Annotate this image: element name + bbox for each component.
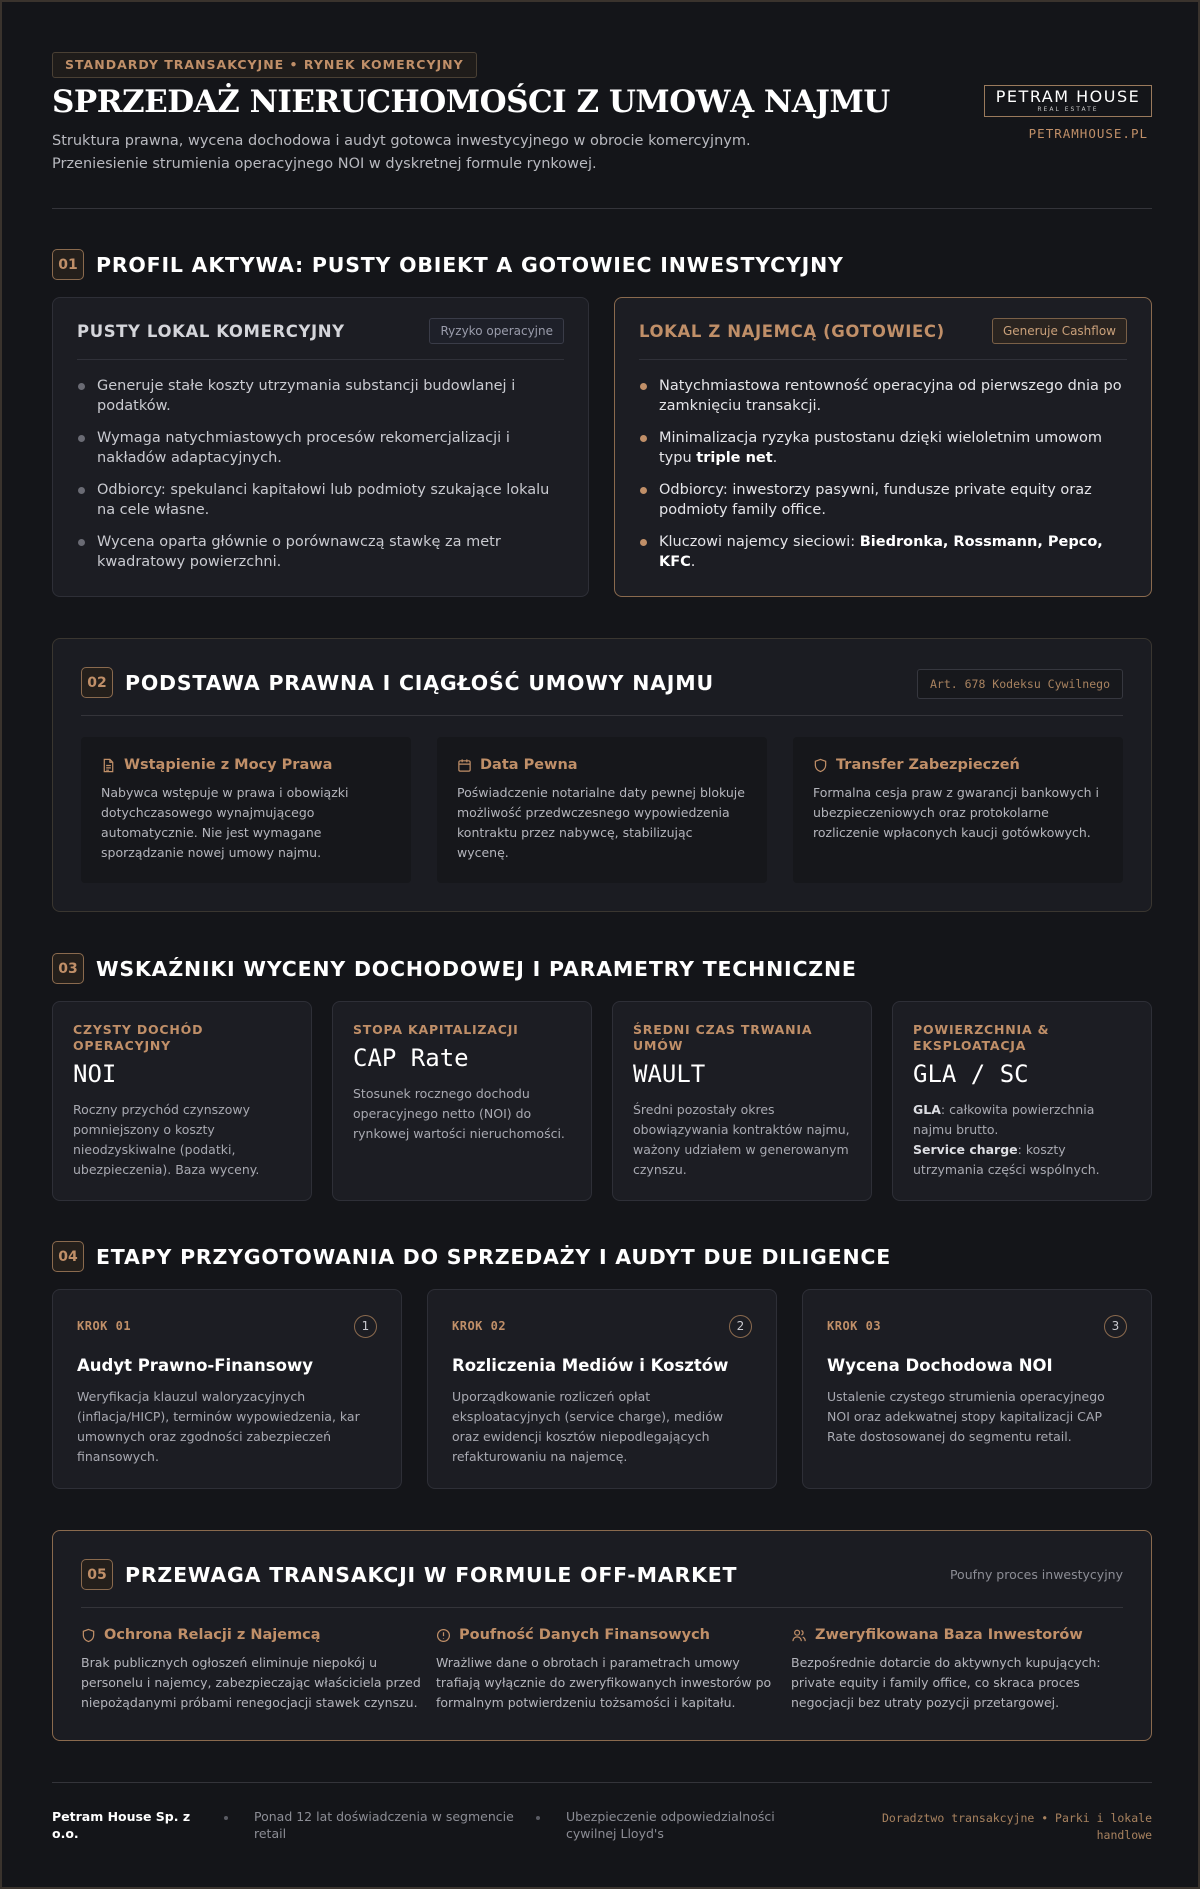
legal-card bbox=[437, 737, 767, 883]
term: Service charge bbox=[913, 1142, 1018, 1157]
advantage-title-text: Poufność Danych Finansowych bbox=[459, 1627, 711, 1643]
legal-basis-panel bbox=[52, 638, 1152, 912]
off-market-panel bbox=[52, 1530, 1152, 1741]
step-label: KROK 03 bbox=[827, 1319, 882, 1333]
step-label: KROK 02 bbox=[452, 1319, 507, 1333]
step-card bbox=[427, 1289, 777, 1489]
risk-badge: Ryzyko operacyjne bbox=[429, 318, 564, 344]
panel-divider bbox=[81, 1607, 1123, 1608]
legal-card-title bbox=[457, 757, 747, 773]
website-link[interactable]: PETRAMHOUSE.PL bbox=[1028, 126, 1148, 141]
cashflow-badge: Generuje Cashflow bbox=[992, 318, 1127, 344]
bold-text: triple net bbox=[696, 450, 773, 466]
section-number: 01 bbox=[52, 249, 84, 280]
metric-card-noi bbox=[52, 1001, 312, 1201]
footer-divider bbox=[52, 1782, 1152, 1783]
section-05-header bbox=[81, 1559, 737, 1590]
document-icon bbox=[101, 758, 116, 773]
advantage-item bbox=[81, 1627, 421, 1713]
footer bbox=[52, 1808, 1152, 1868]
step-card bbox=[802, 1289, 1152, 1489]
advantage-title-text: Ochrona Relacji z Najemcą bbox=[104, 1627, 321, 1643]
legal-card bbox=[81, 737, 411, 883]
metric-card-cap-rate bbox=[332, 1001, 592, 1201]
page-subtitle bbox=[52, 130, 812, 176]
step-number-badge: 1 bbox=[354, 1315, 377, 1338]
step-description: Weryfikacja klauzul waloryzacyjnych (inflacja/HICP), terminów wypowiedzenia, kar umownych oraz zgodności zabezpieczeń finansowych. bbox=[77, 1389, 360, 1464]
section-title: PODSTAWA PRAWNA I CIĄGŁOŚĆ UMOWY NAJMU bbox=[125, 670, 714, 695]
advantage-item bbox=[791, 1627, 1131, 1713]
card-title: LOKAL Z NAJEMCĄ (GOTOWIEC) bbox=[639, 322, 945, 341]
section-number: 02 bbox=[81, 667, 113, 698]
metric-value: GLA / SC bbox=[913, 1060, 1029, 1088]
legal-card bbox=[793, 737, 1123, 883]
legal-card-text: Nabywca wstępuje w prawa i obowiązki dotychczasowego wynajmującego automatycznie. Nie jest wymagane sporządzanie nowej umowy najmu. bbox=[101, 785, 349, 860]
step-number-badge: 3 bbox=[1104, 1315, 1127, 1338]
bullet-list bbox=[639, 376, 1127, 584]
card-title-text: Data Pewna bbox=[480, 757, 578, 773]
panel-divider bbox=[81, 715, 1123, 716]
section-01-header bbox=[52, 249, 844, 280]
text-segment: Minimalizacja ryzyka pustostanu dzięki wieloletnim umowom typu bbox=[659, 430, 1102, 466]
metric-card-wault bbox=[612, 1001, 872, 1201]
section-number: 03 bbox=[52, 953, 84, 984]
list-item: Natychmiastowa rentowność operacyjna od pierwszego dnia po zamknięciu transakcji. bbox=[639, 376, 1127, 416]
legal-card-title bbox=[813, 757, 1103, 773]
list-item: Generuje stałe koszty utrzymania substancji budowlanej i podatków. bbox=[77, 376, 564, 416]
step-description: Ustalenie czystego strumienia operacyjnego NOI oraz adekwatnej stopy kapitalizacji CAP Rate dostosowanej do segmentu retail. bbox=[827, 1389, 1105, 1444]
advantage-text: Bezpośrednie dotarcie do aktywnych kupujących: private equity i family office, co skraca proces negocjacji bez utraty pozycji przetargowej. bbox=[791, 1655, 1101, 1710]
list-item: Wycena oparta głównie o porównawczą stawkę za metr kwadratowy powierzchni. bbox=[77, 532, 564, 572]
alert-circle-icon bbox=[436, 1628, 451, 1643]
card-title: PUSTY LOKAL KOMERCYJNY bbox=[77, 322, 345, 341]
list-item: Odbiorcy: spekulanci kapitałowi lub podmioty szukające lokalu na cele własne. bbox=[77, 480, 564, 520]
advantage-title bbox=[81, 1627, 421, 1643]
logo-wordmark: PETRAM HOUSE bbox=[995, 87, 1141, 106]
list-item bbox=[639, 428, 1127, 468]
definition: : koszty utrzymania części wspólnych. bbox=[913, 1142, 1100, 1177]
step-header bbox=[827, 1314, 1127, 1338]
metric-value: NOI bbox=[73, 1060, 117, 1088]
metric-label: POWIERZCHNIA & EKSPLOATACJA bbox=[913, 1022, 1050, 1053]
section-title: ETAPY PRZYGOTOWANIA DO SPRZEDAŻY I AUDYT DUE DILIGENCE bbox=[96, 1244, 892, 1269]
insurance-note: Ubezpieczenie odpowiedzialności cywilnej Lloyd's bbox=[566, 1809, 775, 1841]
definition-line bbox=[913, 1140, 1131, 1180]
step-title: Audyt Prawno-Finansowy bbox=[77, 1356, 313, 1375]
card-header bbox=[639, 318, 1127, 360]
advantage-item bbox=[436, 1627, 776, 1713]
legal-card-title bbox=[101, 757, 391, 773]
advantage-title-text: Zweryfikowana Baza Inwestorów bbox=[815, 1627, 1083, 1643]
section-number: 05 bbox=[81, 1559, 113, 1590]
metric-label: CZYSTY DOCHÓD OPERACYJNY bbox=[73, 1022, 204, 1053]
legal-card-text: Poświadczenie notarialne daty pewnej blokuje możliwość przedwczesnego wypowiedzenia kontraktu przez nabywcę, stabilizując wycenę. bbox=[457, 785, 745, 860]
empty-unit-card bbox=[52, 297, 589, 597]
advantage-text: Brak publicznych ogłoszeń eliminuje niepokój u personelu i najemcy, zabezpieczając właściciela przed niepożądanymi próbami renegocjacji stawek czynszu. bbox=[81, 1655, 421, 1710]
section-02-header bbox=[81, 667, 714, 698]
text-segment: . bbox=[772, 450, 778, 466]
text-segment: Kluczowi najemcy sieciowi: bbox=[659, 534, 860, 550]
subtitle-line: Struktura prawna, wycena dochodowa i audyt gotowca inwestycyjnego w obrocie komercyjnym. bbox=[52, 133, 751, 149]
list-item bbox=[639, 532, 1127, 572]
metric-description bbox=[913, 1100, 1131, 1180]
services-note bbox=[882, 1810, 1152, 1844]
definition: : całkowita powierzchnia najmu brutto. bbox=[913, 1102, 1095, 1137]
services-line: handlowe bbox=[1096, 1828, 1152, 1842]
section-title: PRZEWAGA TRANSAKCJI W FORMULE OFF-MARKET bbox=[125, 1562, 738, 1587]
separator-dot bbox=[536, 1816, 540, 1820]
card-title-text: Transfer Zabezpieczeń bbox=[836, 757, 1020, 773]
metric-label: ŚREDNI CZAS TRWANIA UMÓW bbox=[633, 1022, 813, 1053]
list-item: Wymaga natychmiastowych procesów rekomercjalizacji i nakładów adaptacyjnych. bbox=[77, 428, 564, 468]
step-title: Wycena Dochodowa NOI bbox=[827, 1356, 1053, 1375]
card-header bbox=[77, 318, 564, 360]
step-header bbox=[77, 1314, 377, 1338]
advantage-title bbox=[791, 1627, 1131, 1643]
advantage-text: Wrażliwe dane o obrotach i parametrach umowy trafiają wyłącznie do zweryfikowanych inwestorów po formalnym potwierdzeniu tożsamości i kapitału. bbox=[436, 1655, 772, 1710]
card-title-text: Wstąpienie z Mocy Prawa bbox=[124, 757, 333, 773]
step-title: Rozliczenia Mediów i Kosztów bbox=[452, 1356, 729, 1375]
step-header bbox=[452, 1314, 752, 1338]
section-03-header bbox=[52, 953, 857, 984]
services-line: Doradztwo transakcyjne • Parki i lokale bbox=[881, 1811, 1152, 1825]
experience-note: Ponad 12 lat doświadczenia w segmencie retail bbox=[254, 1809, 514, 1841]
text-segment: . bbox=[690, 554, 696, 570]
legal-card-text: Formalna cesja praw z gwarancji bankowych i ubezpieczeniowych oraz protokolarne rozliczenie wpłaconych kaucji gotówkowych. bbox=[813, 785, 1099, 840]
leased-unit-card bbox=[614, 297, 1152, 597]
advantage-title bbox=[436, 1627, 776, 1643]
logo-tagline: REAL ESTATE bbox=[1037, 106, 1099, 113]
list-item: Odbiorcy: inwestorzy pasywni, fundusze private equity oraz podmioty family office. bbox=[639, 480, 1127, 520]
metric-description: Średni pozostały okres obowiązywania kontraktów najmu, ważony udziałem w generowanym czynszu. bbox=[633, 1102, 850, 1177]
step-card bbox=[52, 1289, 402, 1489]
bullet-list bbox=[77, 376, 564, 584]
metric-description: Stosunek rocznego dochodu operacyjnego netto (NOI) do rynkowej wartości nieruchomości. bbox=[353, 1086, 565, 1141]
page-title: SPRZEDAŻ NIERUCHOMOŚCI Z UMOWĄ NAJMU bbox=[52, 84, 890, 120]
metric-label: STOPA KAPITALIZACJI bbox=[353, 1022, 519, 1037]
users-icon bbox=[791, 1628, 807, 1643]
metric-description: Roczny przychód czynszowy pomniejszony o koszty nieodzyskiwalne (podatki, ubezpieczenia). Baza wyceny. bbox=[73, 1102, 260, 1177]
brand-logo[interactable] bbox=[984, 85, 1152, 117]
shield-icon bbox=[81, 1628, 96, 1643]
subtitle-line: Przeniesienie strumienia operacyjnego NOI w dyskretnej formule rynkowej. bbox=[52, 156, 597, 172]
step-description: Uporządkowanie rozliczeń opłat eksploatacyjnych (service charge), mediów oraz ewidencji kosztów niepodlegających refakturowaniu na najemcę. bbox=[452, 1389, 724, 1464]
category-tag: STANDARDY TRANSAKCYJNE • RYNEK KOMERCYJNY bbox=[52, 52, 477, 78]
section-04-header bbox=[52, 1241, 891, 1272]
bold-text: Biedronka, Rossmann, Pepco, KFC bbox=[659, 534, 1103, 570]
metric-value: CAP Rate bbox=[353, 1044, 469, 1072]
confidential-note: Poufny proces inwestycyjny bbox=[949, 1567, 1123, 1582]
step-number-badge: 2 bbox=[729, 1315, 752, 1338]
section-title: WSKAŹNIKI WYCENY DOCHODOWEJ I PARAMETRY TECHNICZNE bbox=[96, 956, 857, 981]
step-label: KROK 01 bbox=[77, 1319, 132, 1333]
legal-reference-badge: Art. 678 Kodeksu Cywilnego bbox=[917, 669, 1123, 699]
definition-line bbox=[913, 1100, 1131, 1140]
metric-card-gla-sc bbox=[892, 1001, 1152, 1201]
metric-value: WAULT bbox=[633, 1060, 706, 1088]
term: GLA bbox=[913, 1102, 941, 1117]
section-number: 04 bbox=[52, 1241, 84, 1272]
header-divider bbox=[52, 208, 1152, 209]
calendar-icon bbox=[457, 758, 472, 773]
company-name: Petram House Sp. z o.o. bbox=[52, 1809, 191, 1841]
separator-dot bbox=[224, 1816, 228, 1820]
section-title: PROFIL AKTYWA: PUSTY OBIEKT A GOTOWIEC INWESTYCYJNY bbox=[96, 252, 844, 277]
shield-icon bbox=[813, 758, 828, 773]
